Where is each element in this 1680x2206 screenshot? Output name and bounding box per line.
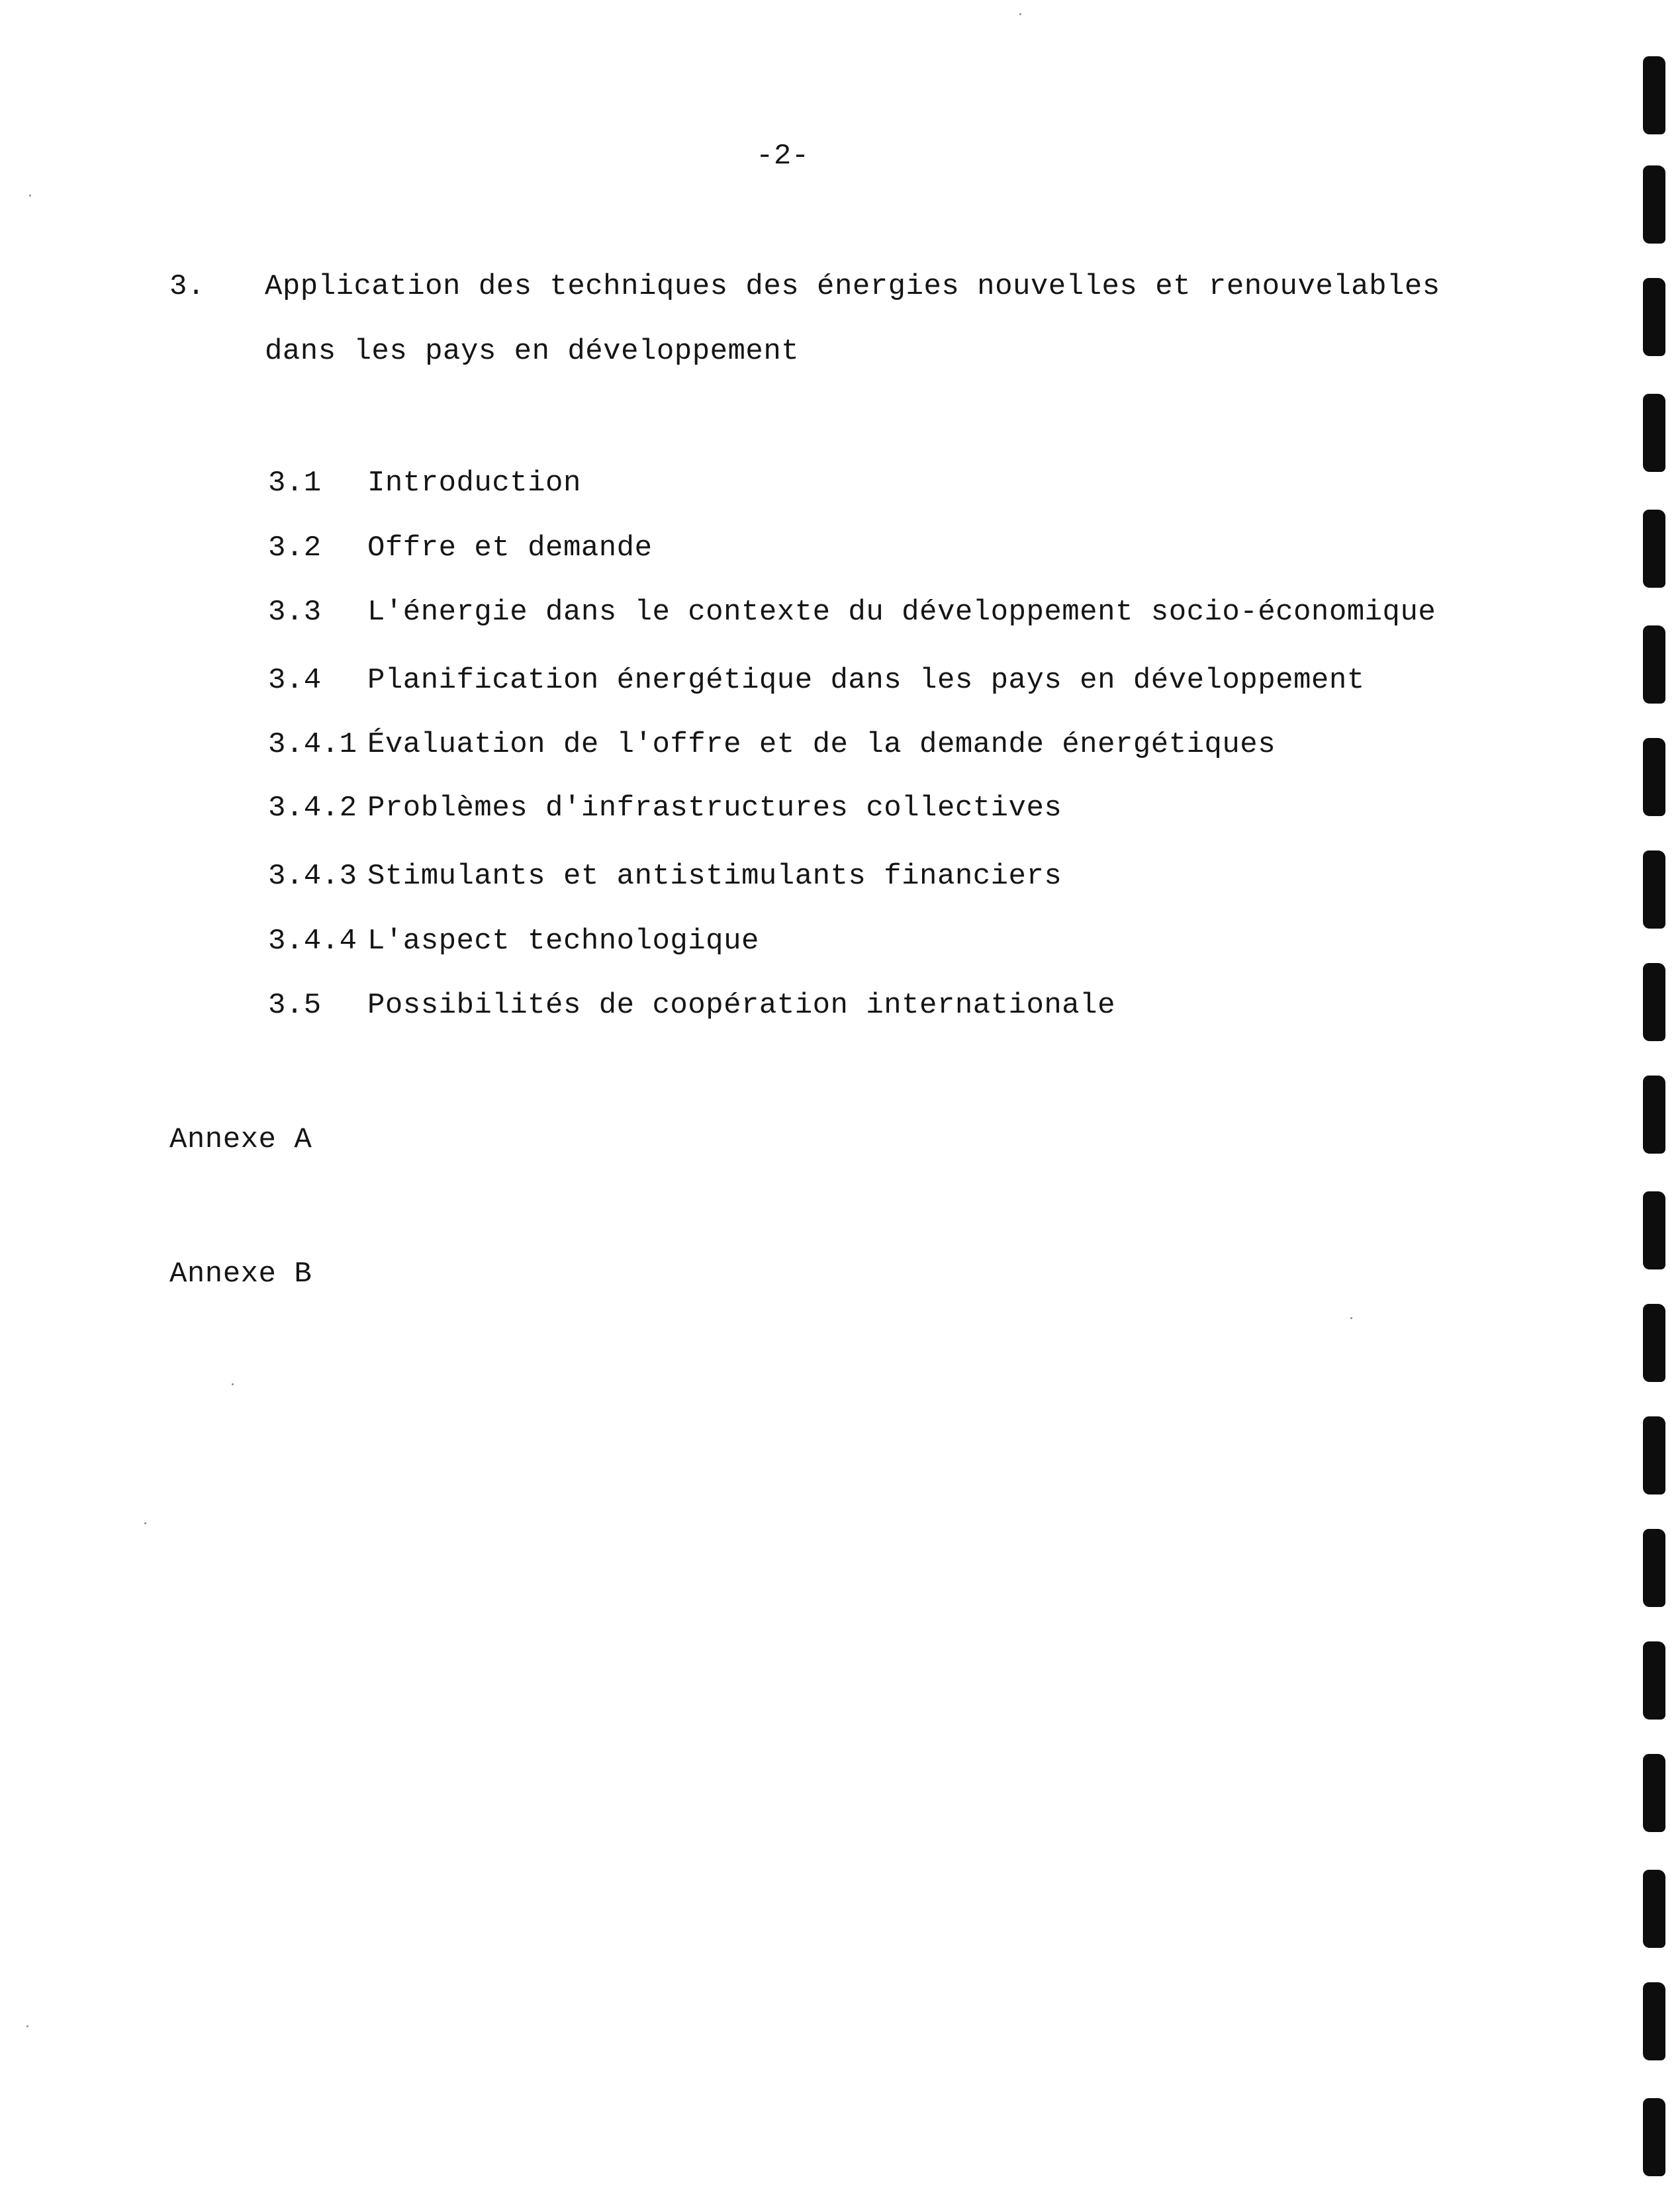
subsection-title: Introduction bbox=[367, 467, 581, 500]
section-title-line-2: dans les pays en développement bbox=[265, 335, 800, 368]
binding-hole bbox=[1643, 2098, 1665, 2176]
subsection-number: 3.4.2 bbox=[268, 792, 357, 825]
scan-speck bbox=[1019, 13, 1021, 15]
scan-speck bbox=[232, 1383, 234, 1385]
subsection-number: 3.4.4 bbox=[268, 925, 357, 958]
subsection-number: 3.5 bbox=[268, 989, 322, 1022]
subsection-number: 3.2 bbox=[268, 531, 322, 565]
binding-hole bbox=[1643, 1416, 1665, 1494]
binding-hole bbox=[1643, 1870, 1665, 1948]
subsection-number: 3.4.3 bbox=[268, 860, 357, 893]
subsection-number: 3.4 bbox=[268, 664, 322, 697]
binding-hole bbox=[1643, 56, 1665, 134]
scan-speck bbox=[26, 2025, 28, 2027]
binding-hole bbox=[1643, 1641, 1665, 1720]
binding-hole bbox=[1643, 1529, 1665, 1607]
binding-hole bbox=[1643, 1304, 1665, 1382]
binding-hole bbox=[1643, 394, 1665, 472]
subsection-title: Planification énergétique dans les pays en développement bbox=[367, 664, 1365, 697]
scan-speck bbox=[1350, 1317, 1352, 1319]
subsection-title: Problèmes d'infrastructures collectives bbox=[367, 792, 1062, 825]
annex-a: Annexe A bbox=[169, 1123, 312, 1156]
section-number: 3. bbox=[169, 270, 205, 303]
binding-hole bbox=[1643, 1982, 1665, 2060]
subsection-title: Possibilités de coopération internationale bbox=[367, 989, 1115, 1022]
binding-hole bbox=[1643, 625, 1665, 704]
binding-hole bbox=[1643, 738, 1665, 816]
binding-hole bbox=[1643, 278, 1665, 356]
subsection-title: Stimulants et antistimulants financiers bbox=[367, 860, 1062, 893]
subsection-title: Offre et demande bbox=[367, 531, 653, 565]
binding-hole bbox=[1643, 510, 1665, 588]
section-title-line-1: Application des techniques des énergies nouvelles et renouvelables bbox=[265, 270, 1440, 303]
subsection-number: 3.1 bbox=[268, 467, 322, 500]
binding-hole bbox=[1643, 1754, 1665, 1832]
subsection-title: Évaluation de l'offre et de la demande énergétiques bbox=[367, 728, 1276, 761]
page-number: -2- bbox=[756, 140, 810, 173]
subsection-number: 3.3 bbox=[268, 596, 322, 629]
binding-hole bbox=[1643, 1076, 1665, 1154]
subsection-title: L'énergie dans le contexte du développement socio-économique bbox=[367, 596, 1436, 629]
subsection-number: 3.4.1 bbox=[268, 728, 357, 761]
binding-holes bbox=[1627, 0, 1680, 2206]
binding-hole bbox=[1643, 165, 1665, 244]
subsection-title: L'aspect technologique bbox=[367, 925, 759, 958]
scan-speck bbox=[29, 195, 31, 197]
annex-b: Annexe B bbox=[169, 1258, 312, 1291]
binding-hole bbox=[1643, 850, 1665, 929]
binding-hole bbox=[1643, 963, 1665, 1041]
binding-hole bbox=[1643, 1191, 1665, 1269]
scan-speck bbox=[144, 1522, 146, 1524]
